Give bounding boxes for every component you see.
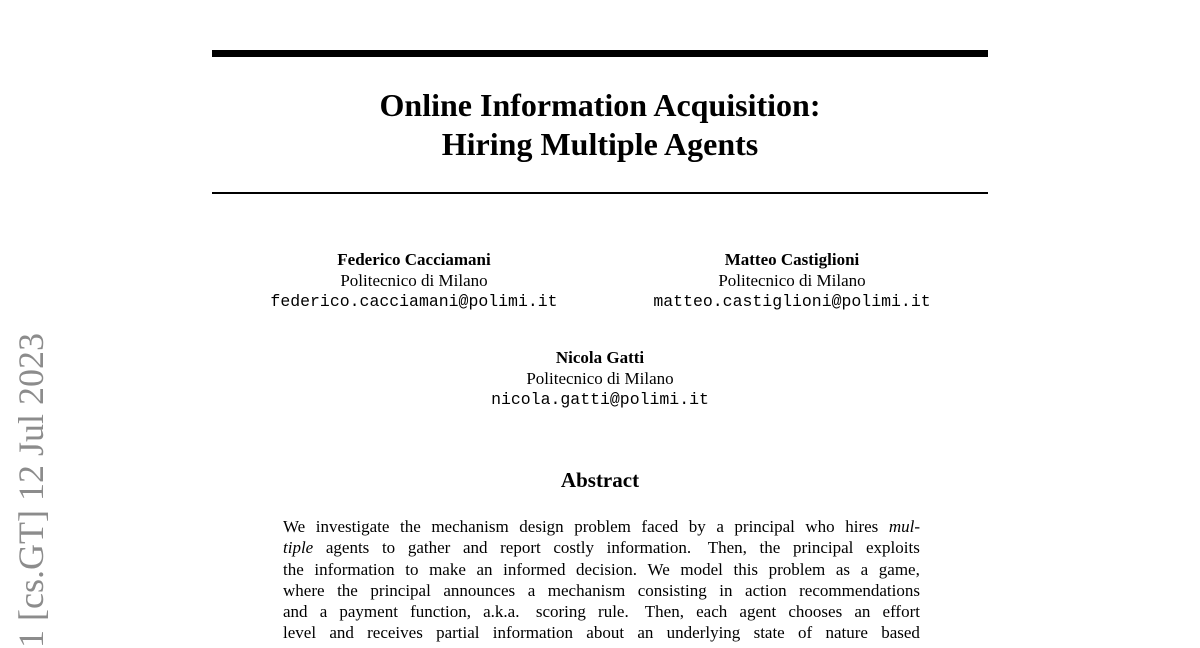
author-block-cacciamani [234, 249, 594, 313]
abstract-heading: Abstract [560, 468, 640, 492]
author-name: Matteo Castiglioni [724, 250, 860, 269]
abstract-italic-word: tiple [283, 538, 314, 558]
abstract-line: level and receives partial information about an underlying state of nature based [283, 623, 920, 643]
author-name: Nicola Gatti [555, 348, 645, 367]
author-affiliation: Politecnico di Milano [718, 271, 866, 290]
author-email: nicola.gatti@polimi.it [491, 390, 709, 409]
author-email: federico.cacciamani@polimi.it [270, 292, 558, 311]
author-affiliation: Politecnico di Milano [340, 271, 488, 290]
author-block-castiglioni [612, 249, 972, 313]
paper-title [212, 86, 988, 164]
arxiv-stamp: 1 [cs.GT] 12 Jul 2023 [11, 333, 51, 648]
abstract-line: tiple agents to gather and report costly information. Then, the principal exploits [283, 538, 920, 558]
abstract-body [283, 516, 920, 644]
abstract-line: the information to make an informed decision. We model this problem as a game, [283, 559, 920, 579]
author-email: matteo.castiglioni@polimi.it [653, 292, 931, 311]
title-bottom-rule [212, 192, 988, 194]
abstract-italic-word: mul- [888, 517, 920, 536]
abstract-line: where the principal announces a mechanism consisting in action recommendations [283, 580, 920, 600]
title-top-rule [212, 50, 988, 57]
author-affiliation: Politecnico di Milano [526, 369, 674, 388]
author-name: Federico Cacciamani [337, 250, 491, 269]
paper-title-line-1: Online Information Acquisition: [379, 87, 821, 123]
author-block-gatti [420, 347, 780, 411]
abstract-line: and a payment function, a.k.a. scoring rule. Then, each agent chooses an effort [283, 602, 920, 622]
abstract-line: We investigate the mechanism design problem faced by a principal who hires mul- [283, 517, 920, 536]
paper-title-line-2: Hiring Multiple Agents [441, 126, 759, 162]
